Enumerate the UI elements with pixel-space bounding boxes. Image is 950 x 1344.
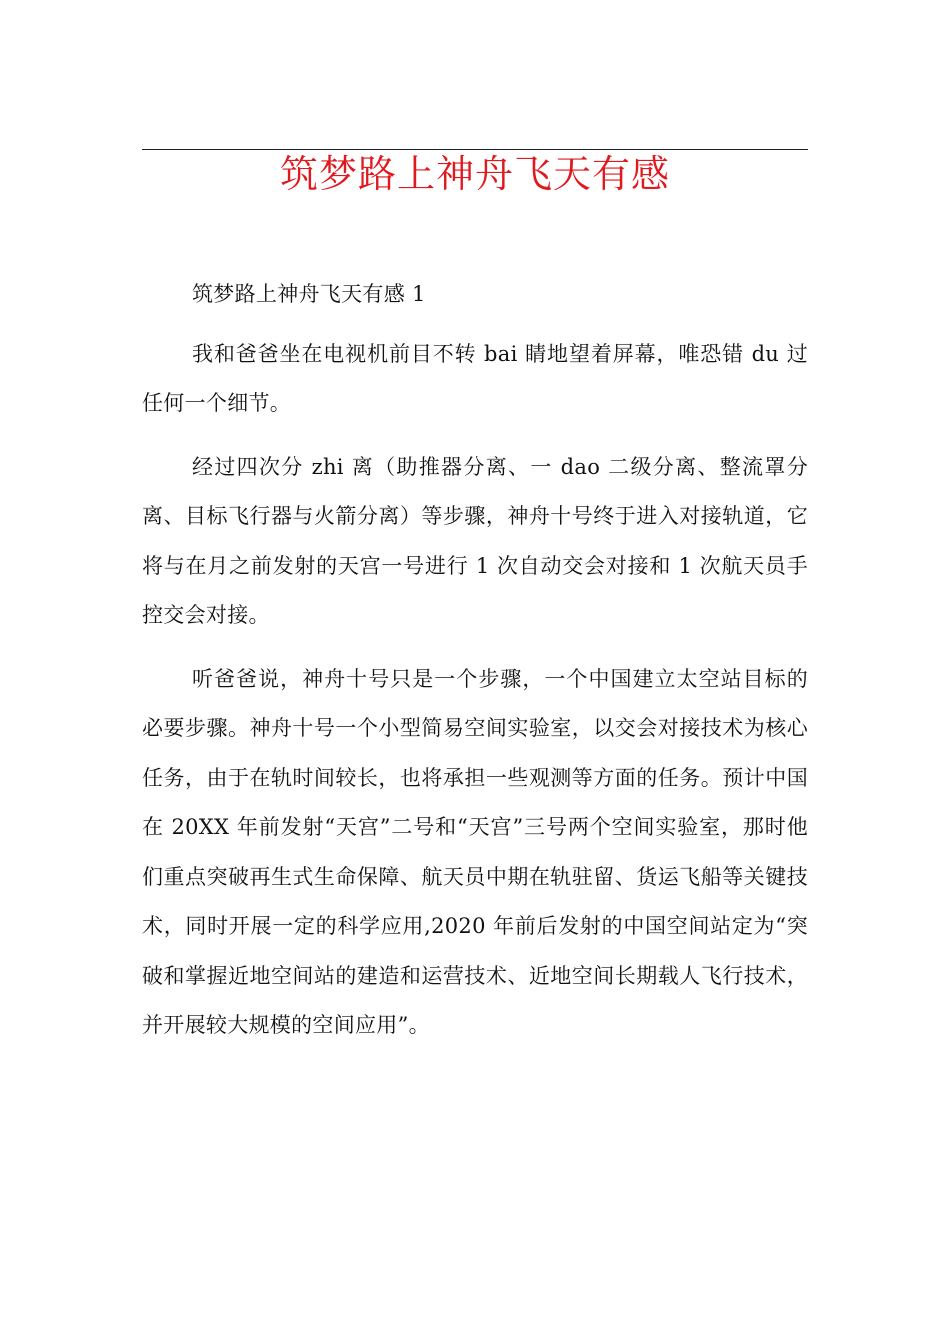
paragraph-2: 经过四次分 zhi 离（助推器分离、一 dao 二级分离、整流罩分离、目标飞行器与火箭分离）等步骤，神舟十号终于进入对接轨道，它将与在月之前发射的天宫一号进行 1 次自动交会对接和 1 次航天员手控交会对接。	[142, 454, 808, 627]
paragraph-3: 听爸爸说，神舟十号只是一个步骤，一个中国建立太空站目标的必要步骤。神舟十号一个小型简易空间实验室，以交会对接技术为核心任务，由于在轨时间较长，也将承担一些观测等方面的任务。预计中国在 20XX 年前发射“天宫”二号和“天宫”三号两个空间实验室，那时他们重点突破再生式生命保障、航天员中期在轨驻留、货运飞船等关键技术，同时开展一定的科学应用,2020 年前后发射的中国空间站定为“突破和掌握近地空间站的建造和运营技术、近地空间长期载人飞行技术，并开展较大规模的空间应用”。	[142, 666, 808, 1037]
document-title: 筑梦路上神舟飞天有感	[279, 152, 670, 196]
section-subtitle: 筑梦路上神舟飞天有感 1	[192, 282, 426, 306]
document-body	[142, 270, 808, 1065]
paragraph-1: 我和爸爸坐在电视机前目不转 bai 睛地望着屏幕，唯恐错 du 过任何一个细节。	[142, 341, 808, 415]
